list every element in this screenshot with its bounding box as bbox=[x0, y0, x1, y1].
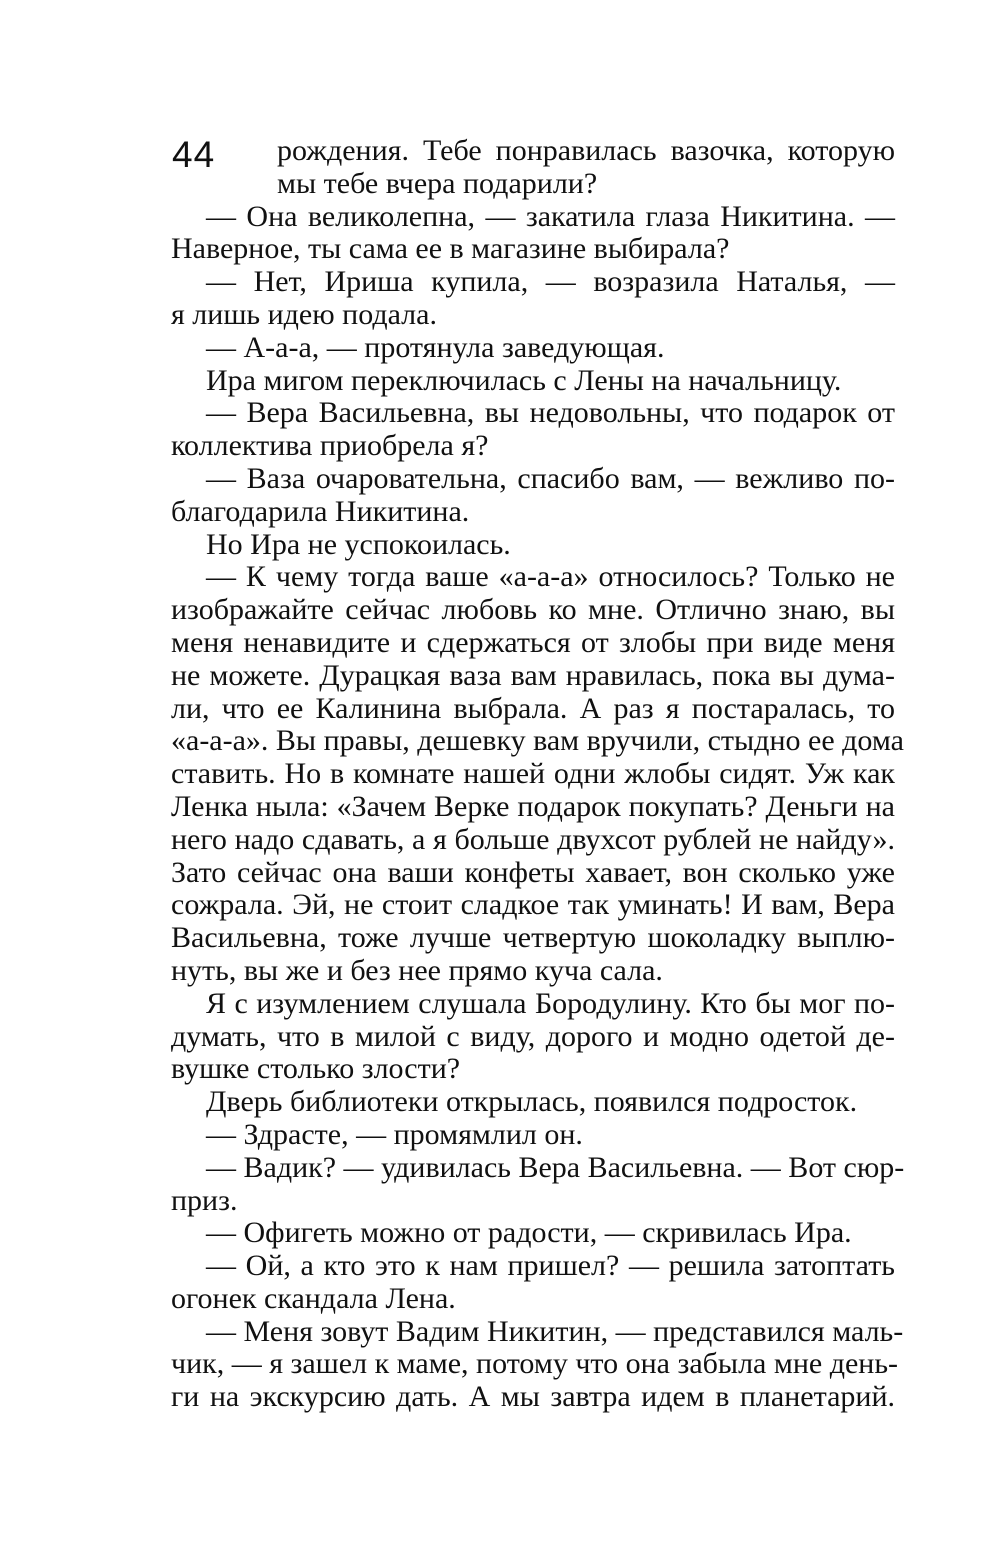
text-line: ги на экскурсию дать. А мы завтра идем в планетарий. bbox=[171, 1380, 895, 1414]
body-text bbox=[171, 134, 905, 1414]
text-line: рождения. Тебе понравилась вазочка, которую bbox=[277, 134, 895, 167]
text-line: меня ненавидите и сдержаться от злобы при виде меня bbox=[171, 625, 895, 659]
text-line: я лишь идею подала. bbox=[171, 297, 437, 331]
text-line: коллектива приобрела я? bbox=[171, 429, 489, 463]
text-line: ли, что ее Калинина выбрала. А раз я постаралась, то bbox=[171, 691, 895, 725]
text-line: вушке столько злости? bbox=[171, 1052, 461, 1086]
text-line: Наверное, ты сама ее в магазине выбирала? bbox=[171, 232, 730, 266]
text-line: — К чему тогда ваше «а-а-а» относилось? Только не bbox=[206, 560, 895, 594]
text-line: нуть, вы же и без нее прямо куча сала. bbox=[171, 953, 663, 987]
text-line: — Вера Васильевна, вы недовольны, что подарок от bbox=[206, 396, 895, 430]
text-line: Зато сейчас она ваши конфеты хавает, вон сколько уже bbox=[171, 855, 895, 889]
text-line: огонек скандала Лена. bbox=[171, 1281, 456, 1315]
text-line: благодарила Никитина. bbox=[171, 494, 470, 528]
text-line: — Здрасте, — промямлил он. bbox=[206, 1117, 583, 1151]
text-line: ставить. Но в комнате нашей одни жлобы сидят. Уж как bbox=[171, 757, 895, 791]
text-line: — Вадик? — удивилась Вера Васильевна. — Вот сюр- bbox=[206, 1150, 905, 1184]
text-line: Я с изумлением слушала Бородулину. Кто бы мог по- bbox=[206, 986, 895, 1020]
text-line: — Меня зовут Вадим Никитин, — представился маль- bbox=[206, 1314, 904, 1348]
text-line: — Она великолепна, — закатила глаза Никитина. — bbox=[206, 199, 895, 233]
text-line: — Ваза очаровательна, спасибо вам, — вежливо по- bbox=[206, 461, 895, 495]
text-line: — Ой, а кто это к нам пришел? — решила затоптать bbox=[206, 1249, 895, 1283]
text-line: него надо сдавать, а я больше двухсот рублей не найду». bbox=[171, 822, 895, 856]
text-line: — А-а-а, — протянула заведующая. bbox=[206, 330, 665, 364]
text-line: Ленка ныла: «Зачем Верке подарок покупать? Деньги на bbox=[171, 789, 895, 823]
text-line: приз. bbox=[171, 1183, 238, 1217]
text-line: — Нет, Ириша купила, — возразила Наталья, — bbox=[206, 265, 895, 299]
text-line: Но Ира не успокоилась. bbox=[206, 527, 511, 561]
text-line: Васильевна, тоже лучше четвертую шоколадку выплю- bbox=[171, 921, 895, 955]
text-line: — Офигеть можно от радости, — скривилась Ира. bbox=[206, 1216, 852, 1250]
text-line: изображайте сейчас любовь ко мне. Отлично знаю, вы bbox=[171, 593, 895, 627]
text-line: думать, что в милой с виду, дорого и модно одетой де- bbox=[171, 1019, 895, 1053]
text-line: чик, — я зашел к маме, потому что она забыла мне день- bbox=[171, 1347, 899, 1381]
text-line: Ира мигом переключилась с Лены на начальницу. bbox=[206, 363, 842, 397]
text-line: не можете. Дурацкая ваза вам нравилась, пока вы дума- bbox=[171, 658, 895, 692]
page-number: 44 bbox=[172, 134, 216, 175]
text-line: сожрала. Эй, не стоит сладкое так уминать! И вам, Вера bbox=[171, 888, 895, 922]
text-line: «а-а-а». Вы правы, дешевку вам вручили, стыдно ее дома bbox=[171, 724, 904, 758]
text-line: мы тебе вчера подарили? bbox=[277, 166, 598, 200]
text-line: Дверь библиотеки открылась, появился подросток. bbox=[206, 1085, 858, 1119]
